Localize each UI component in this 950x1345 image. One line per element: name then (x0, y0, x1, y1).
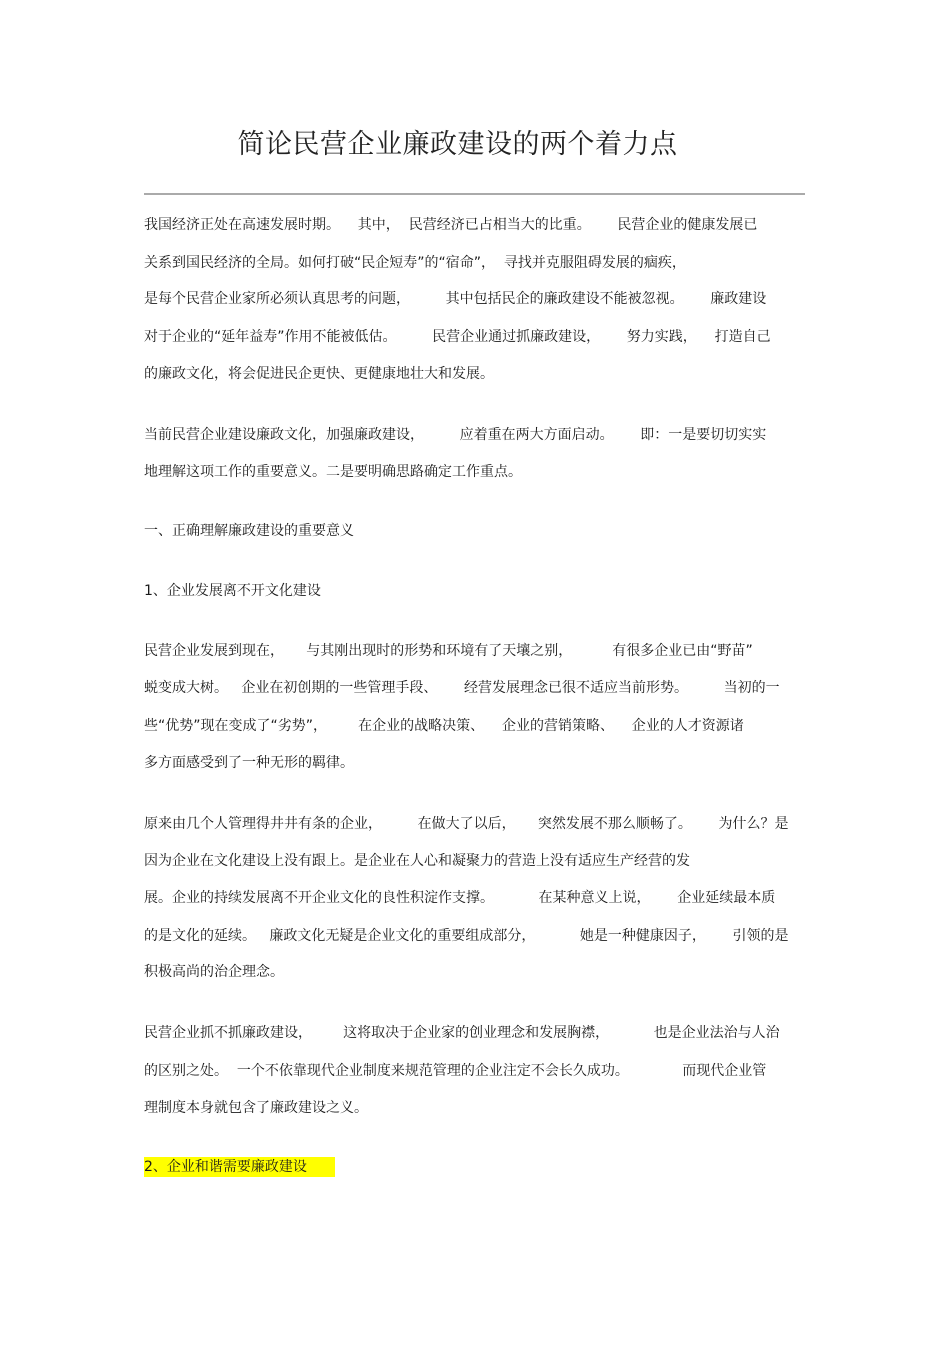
body-line: 的区别之处。 一个不依靠现代企业制度来规范管理的企业注定不会长久成功。 而现代企业管 (144, 1063, 767, 1079)
section-heading: 一、正确理解廉政建设的重要意义 (144, 523, 354, 539)
body-line: 些“优势”现在变成了“劣势”， 在企业的战略决策、 企业的营销策略、 企业的人才资源诸 (144, 718, 744, 734)
body-line: 蜕变成大树。 企业在初创期的一些管理手段、 经营发展理念已很不适应当前形势。 当初的一 (144, 680, 780, 696)
body-line: 展。企业的持续发展离不开企业文化的良性积淀作支撑。 在某种意义上说， 企业延续最本质 (144, 890, 776, 906)
body-line: 的廉政文化，将会促进民企更快、更健康地壮大和发展。 (144, 366, 494, 382)
body-line: 对于企业的“延年益寿”作用不能被低估。 民营企业通过抓廉政建设， 努力实践， 打造自己 (144, 329, 771, 345)
body-line: 理制度本身就包含了廉政建设之义。 (144, 1100, 368, 1116)
body-line: 积极高尚的治企理念。 (144, 964, 284, 980)
highlighted-subsection-heading (144, 1157, 335, 1177)
body-line: 当前民营企业建设廉政文化，加强廉政建设， 应着重在两大方面启动。 即：一是要切切实实 (144, 427, 767, 443)
body-line: 关系到国民经济的全局。如何打破“民企短寿”的“宿命”， 寻找并克服阻碍发展的痼疾， (144, 255, 686, 271)
body-line: 地理解这项工作的重要意义。二是要明确思路确定工作重点。 (144, 464, 522, 480)
body-line: 民营企业抓不抓廉政建设， 这将取决于企业家的创业理念和发展胸襟， 也是企业法治与人治 (144, 1025, 780, 1041)
body-line: 多方面感受到了一种无形的羁律。 (144, 755, 354, 771)
body-line: 的是文化的延续。 廉政文化无疑是企业文化的重要组成部分， 她是一种健康因子， 引领的是 (144, 928, 789, 944)
subsection-heading: 1、企业发展离不开文化建设 (144, 583, 321, 599)
body-line: 因为企业在文化建设上没有跟上。是企业在人心和凝聚力的营造上没有适应生产经营的发 (144, 853, 690, 869)
highlighted-text: 2、企业和谐需要廉政建设 (144, 1157, 335, 1177)
page-title: 简论民营企业廉政建设的两个着力点 (237, 129, 678, 160)
body-line: 民营企业发展到现在， 与其刚出现时的形势和环境有了天壤之别， 有很多企业已由“野苗” (144, 643, 753, 659)
body-line: 我国经济正处在高速发展时期。 其中， 民营经济已占相当大的比重。 民营企业的健康发展已 (144, 217, 758, 233)
body-line: 原来由几个人管理得井井有条的企业， 在做大了以后， 突然发展不那么顺畅了。 为什么？是 (144, 816, 789, 832)
title-divider (144, 193, 805, 195)
body-line: 是每个民营企业家所必须认真思考的问题， 其中包括民企的廉政建设不能被忽视。 廉政建设 (144, 291, 767, 307)
